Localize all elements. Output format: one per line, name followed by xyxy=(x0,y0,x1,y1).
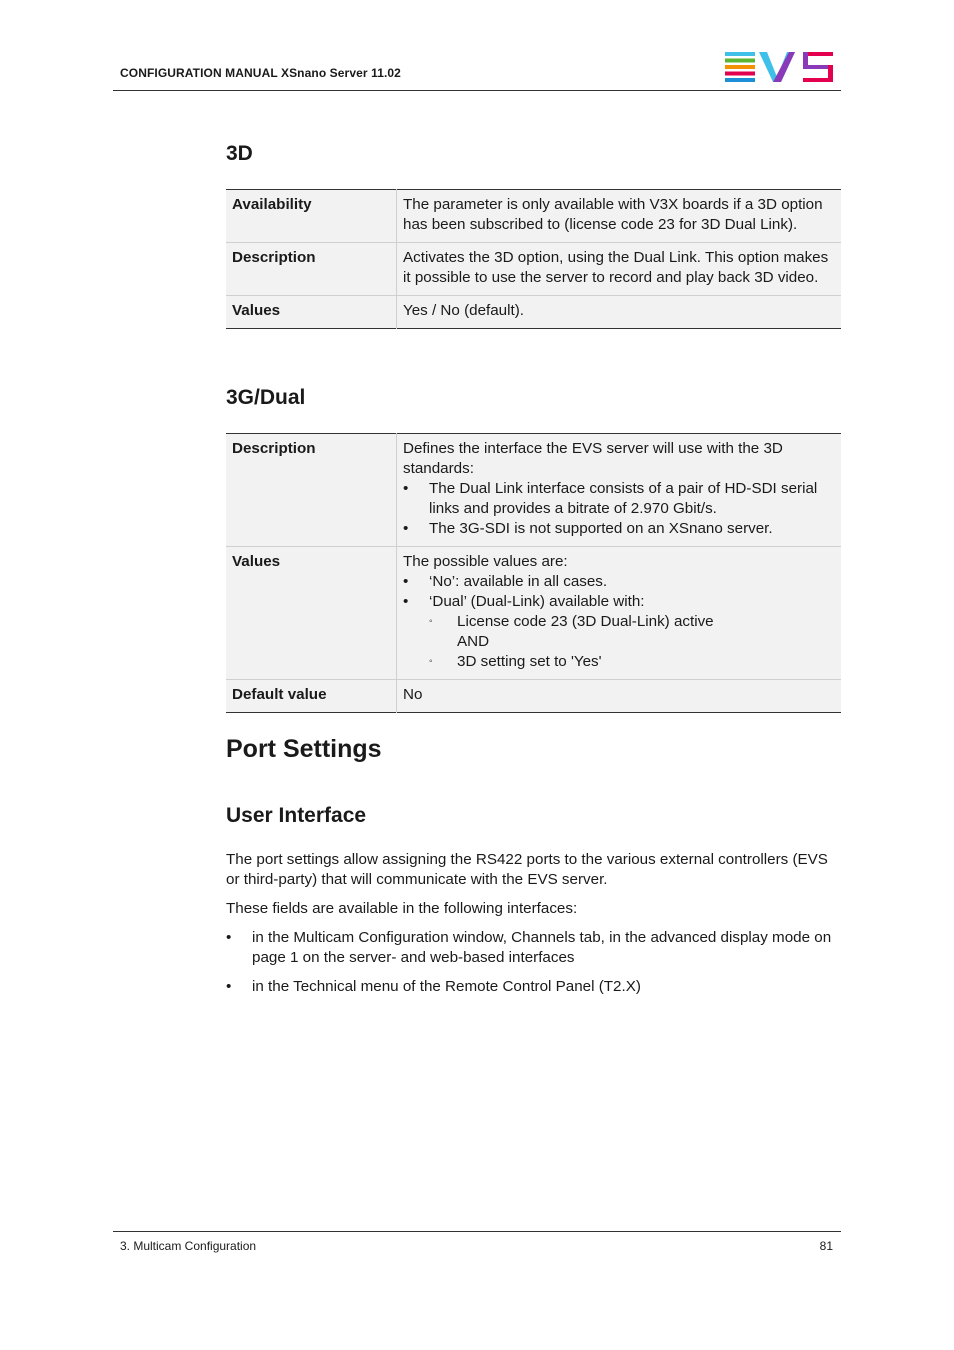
list-item xyxy=(403,479,835,519)
list-item-text: ‘Dual’ (Dual-Link) available with: xyxy=(429,593,645,610)
sub-bullet-icon: ◦ xyxy=(429,656,433,667)
list-item-text: in the Multicam Configuration window, Channels tab, in the advanced display mode on page 1 on the server- and web-based interfaces xyxy=(252,929,832,966)
page-footer xyxy=(113,1231,841,1253)
sub-list-item xyxy=(403,612,835,632)
list-item xyxy=(403,592,835,612)
list-item xyxy=(403,572,835,592)
row-key: Values xyxy=(226,547,397,680)
paragraph: These fields are available in the following interfaces: xyxy=(226,900,578,917)
bullet-icon: • xyxy=(226,978,232,995)
row-value: Activates the 3D option, using the Dual Link. This option makes it possible to use the server to record and play back 3D video. xyxy=(397,243,842,296)
sub-list-item-text: License code 23 (3D Dual-Link) active xyxy=(457,613,714,630)
row-value xyxy=(397,547,842,680)
page-header xyxy=(113,48,841,91)
list-item xyxy=(226,977,841,997)
table-row xyxy=(226,547,841,680)
bullet-icon: • xyxy=(403,593,409,610)
table-row xyxy=(226,434,841,547)
list-item xyxy=(226,928,841,968)
list-item-text: ‘No’: available in all cases. xyxy=(429,573,608,590)
section-heading-3g-dual: 3G/Dual xyxy=(226,386,306,409)
row-key: Values xyxy=(226,296,397,329)
list-item-text: The 3G-SDI is not supported on an XSnano server. xyxy=(429,520,773,537)
list-item-text: in the Technical menu of the Remote Control Panel (T2.X) xyxy=(252,978,641,995)
bullet-icon: • xyxy=(226,929,232,946)
bullet-icon: • xyxy=(403,520,409,537)
row-key: Default value xyxy=(226,680,397,713)
sub-list-item xyxy=(403,652,835,672)
row-key: Description xyxy=(226,243,397,296)
subheading-user-interface: User Interface xyxy=(226,804,367,827)
table-row xyxy=(226,243,841,296)
evs-logo-icon xyxy=(725,52,835,82)
footer-page-number: 81 xyxy=(819,1239,833,1253)
sub-bullet-icon: ◦ xyxy=(429,616,433,627)
section-heading-port-settings: Port Settings xyxy=(226,735,382,763)
row-value: Yes / No (default). xyxy=(397,296,842,329)
table-3d xyxy=(226,189,841,329)
footer-chapter: 3. Multicam Configuration xyxy=(120,1239,257,1253)
paragraph: The port settings allow assigning the RS422 ports to the various external controllers (EVS or third-party) that will communicate with the EVS server. xyxy=(226,851,828,888)
header-title: CONFIGURATION MANUAL XSnano Server 11.02 xyxy=(120,66,401,80)
section-heading-3d: 3D xyxy=(226,142,253,165)
bullet-icon: • xyxy=(403,573,409,590)
table-row xyxy=(226,296,841,329)
values-intro: The possible values are: xyxy=(403,553,568,570)
sub-list-item-text: 3D setting set to 'Yes' xyxy=(457,653,602,670)
table-row xyxy=(226,680,841,713)
list-item xyxy=(403,519,835,539)
table-3g-dual xyxy=(226,433,841,713)
row-value xyxy=(397,434,842,547)
description-intro: Defines the interface the EVS server will use with the 3D standards: xyxy=(403,440,783,477)
list-item-text: The Dual Link interface consists of a pair of HD-SDI serial links and provides a bitrate of 2.970 Gbit/s. xyxy=(429,480,818,517)
row-value: No xyxy=(397,680,842,713)
row-key: Availability xyxy=(226,190,397,243)
table-row xyxy=(226,190,841,243)
bullet-icon: • xyxy=(403,480,409,497)
and-label: AND xyxy=(457,633,490,650)
row-value: The parameter is only available with V3X boards if a 3D option has been subscribed to (license code 23 for 3D Dual Link). xyxy=(397,190,842,243)
row-key: Description xyxy=(226,434,397,547)
